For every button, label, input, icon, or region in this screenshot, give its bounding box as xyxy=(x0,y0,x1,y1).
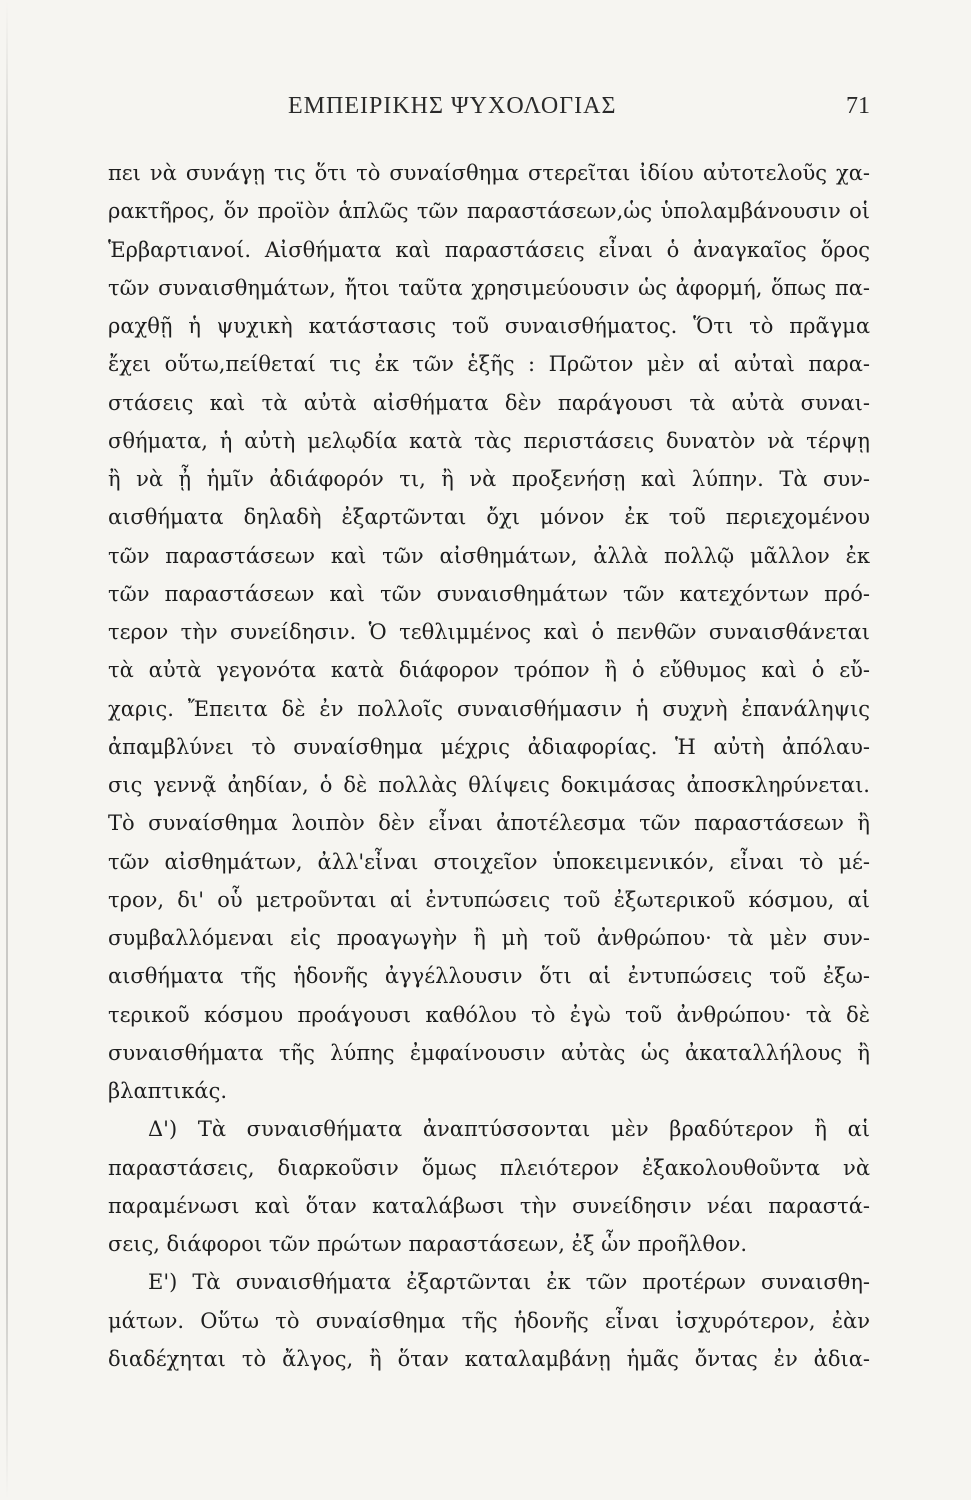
text-line: Ἑρβαρτιανοί. Αἰσθήματα καὶ παραστάσεις εἶναι ὁ ἀναγκαῖος ὅρος xyxy=(108,237,870,262)
text-line: ἀπαμβλύνει τὸ συναίσθημα μέχρις ἀδιαφορίας. Ἡ αὐτὴ ἀπόλαυ- xyxy=(108,734,870,759)
text-line: ρακτῆρος, ὅν προϊὸν ἁπλῶς τῶν παραστάσεων,ὡς ὑπολαμβάνουσιν οἱ xyxy=(108,199,870,224)
page-binding-edge xyxy=(6,0,8,1500)
body-text xyxy=(108,154,870,1378)
text-line: τῶν συναισθημάτων, ἤτοι ταῦτα χρησιμεύουσιν ὡς ἀφορμή, ὅπως πα- xyxy=(108,275,870,300)
text-line: τῶν αἰσθημάτων, ἀλλ'εἶναι στοιχεῖον ὑποκειμενικόν, εἶναι τὸ μέ- xyxy=(108,849,870,874)
text-line: τρον, δι' οὗ μετροῦνται αἱ ἐντυπώσεις τοῦ ἐξωτερικοῦ κόσμου, αἱ xyxy=(108,887,870,912)
text-line: συμβαλλόμεναι εἰς προαγωγὴν ἢ μὴ τοῦ ἀνθρώπου· τὰ μὲν συν- xyxy=(108,926,870,950)
text-line: αισθήματα τῆς ἡδονῆς ἀγγέλλουσιν ὅτι αἱ ἐντυπώσεις τοῦ ἐξω- xyxy=(108,964,870,989)
text-line: ἢ νὰ ᾖ ἡμῖν ἀδιάφορόν τι, ἢ νὰ προξενήσῃ καὶ λύπην. Τὰ συν- xyxy=(108,467,870,491)
text-line: χαρις. Ἔπειτα δὲ ἐν πολλοῖς συναισθήμασιν ἡ συχνὴ ἐπανάληψις xyxy=(108,696,870,721)
text-line: σθήματα, ἡ αὐτὴ μελῳδία κατὰ τὰς περιστάσεις δυνατὸν νὰ τέρψῃ xyxy=(108,428,870,453)
text-line: ραχθῇ ἡ ψυχικὴ κατάστασις τοῦ συναισθήματος. Ὅτι τὸ πρᾶγμα xyxy=(108,314,870,338)
text-line: αισθήματα δηλαδὴ ἐξαρτῶνται ὄχι μόνον ἐκ τοῦ περιεχομένου xyxy=(108,505,870,530)
text-line: στάσεις καὶ τὰ αὐτὰ αἰσθήματα δὲν παράγουσι τὰ αὐτὰ συναι- xyxy=(108,390,870,415)
text-line: Τὸ συναίσθημα λοιπὸν δὲν εἶναι ἀποτέλεσμα τῶν παραστάσεων ἢ xyxy=(108,811,870,836)
page-number: 71 xyxy=(846,93,870,119)
paragraph-end-line: βλαπτικάς. xyxy=(108,1079,228,1103)
paragraph-start-line: Ε') Τὰ συναισθήματα ἐξαρτῶνται ἐκ τῶν προτέρων συναισθη- xyxy=(148,1270,870,1295)
text-line: διαδέχηται τὸ ἄλγος, ἢ ὅταν καταλαμβάνῃ ἡμᾶς ὄντας ἐν ἀδια- xyxy=(108,1346,870,1371)
text-line: σις γεννᾷ ἀηδίαν, ὁ δὲ πολλὰς θλίψεις δοκιμάσας ἀποσκληρύνεται. xyxy=(108,773,870,797)
text-line: συναισθήματα τῆς λύπης ἐμφαίνουσιν αὐτὰς ὡς ἀκαταλλήλους ἢ xyxy=(108,1040,870,1065)
text-line: παραμένωσι καὶ ὅταν καταλάβωσι τὴν συνείδησιν νέαι παραστά- xyxy=(108,1193,870,1218)
text-line: τῶν παραστάσεων καὶ τῶν συναισθημάτων τῶν κατεχόντων πρό- xyxy=(108,581,870,606)
text-line: τὰ αὐτὰ γεγονότα κατὰ διάφορον τρόπον ἢ ὁ εὔθυμος καὶ ὁ εὔ- xyxy=(108,658,870,683)
paragraph-end-line: σεις, διάφοροι τῶν πρώτων παραστάσεων, ἐξ ὧν προῆλθον. xyxy=(108,1232,748,1256)
text-line: τερον τὴν συνείδησιν. Ὁ τεθλιμμένος καὶ ὁ πενθῶν συναισθάνεται xyxy=(108,620,870,644)
text-line: μάτων. Οὕτω τὸ συναίσθημα τῆς ἡδονῆς εἶναι ἰσχυρότερον, ἐὰν xyxy=(108,1308,870,1333)
running-head xyxy=(108,93,870,133)
text-line: ἔχει οὕτω,πείθεταί τις ἐκ τῶν ἑξῆς : Πρῶτον μὲν αἱ αὐταὶ παρα- xyxy=(108,352,870,377)
text-line: πει νὰ συνάγῃ τις ὅτι τὸ συναίσθημα στερεῖται ἰδίου αὐτοτελοῦς χα- xyxy=(108,161,870,185)
running-title: ΕΜΠΕΙΡΙΚΗΣ ΨΥΧΟΛΟΓΙΑΣ xyxy=(288,93,617,119)
text-line: παραστάσεις, διαρκοῦσιν ὅμως πλειότερον ἐξακολουθοῦντα νὰ xyxy=(108,1155,870,1180)
paragraph-start-line: Δ') Τὰ συναισθήματα ἀναπτύσσονται μὲν βραδύτερον ἢ αἱ xyxy=(148,1117,870,1142)
text-line: τῶν παραστάσεων καὶ τῶν αἰσθημάτων, ἀλλὰ πολλῷ μᾶλλον ἐκ xyxy=(108,543,870,568)
text-line: τερικοῦ κόσμου προάγουσι καθόλου τὸ ἐγὼ τοῦ ἀνθρώπου· τὰ δὲ xyxy=(108,1002,870,1027)
